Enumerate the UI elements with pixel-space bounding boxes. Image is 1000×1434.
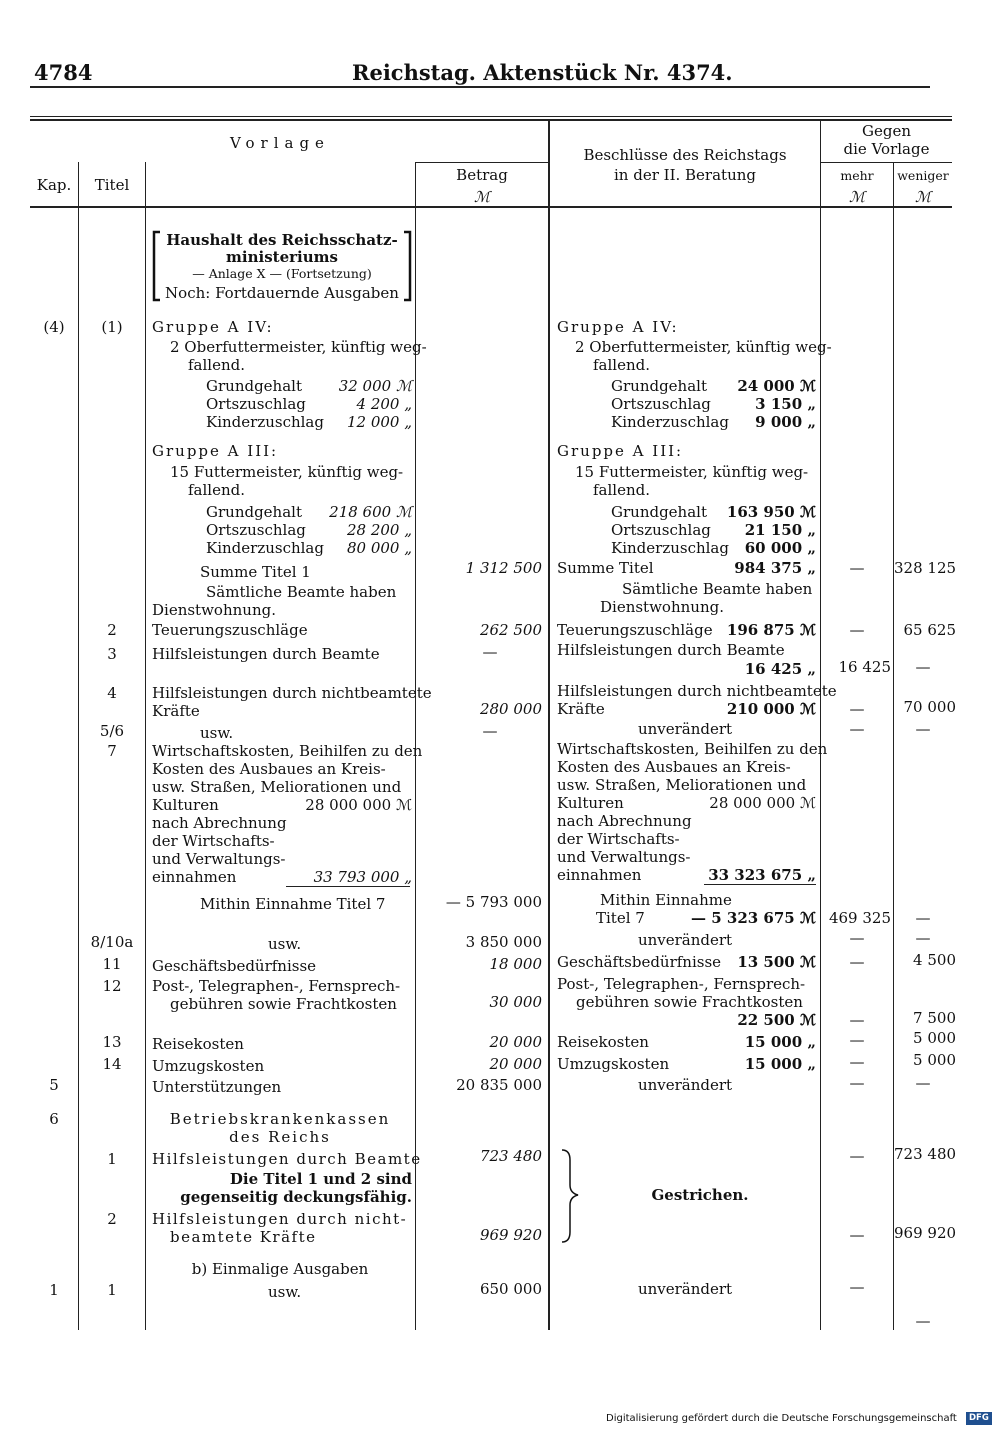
mehr-kap6-titel1: —	[849, 1147, 865, 1165]
beschluss-einnahmen-value: 33 323 675 „	[708, 866, 816, 884]
table-top-rule	[30, 116, 952, 117]
vorlage-betriebs-1: Betriebskrankenkassen	[169, 1110, 391, 1128]
vorlage-grundgehalt-1: Grundgehalt	[206, 377, 302, 395]
beschluss-titel12-value: 22 500 ℳ	[737, 1011, 816, 1029]
section-title-1: Haushalt des Reichsschatz-	[166, 231, 398, 249]
weniger-titel2: 65 625	[903, 621, 956, 639]
titel-2: 2	[107, 621, 117, 639]
beschluss-titel2-value: 196 875 ℳ	[726, 621, 816, 639]
gegen-header-1: Gegen	[862, 122, 911, 140]
vorlage-wk-2: Kosten des Ausbaues an Kreis-	[152, 760, 386, 778]
betrag-kap6-titel1: 723 480	[479, 1147, 542, 1165]
beschluss-wk-2: Kosten des Ausbaues an Kreis-	[557, 758, 791, 776]
titel-header: Titel	[94, 176, 130, 194]
weniger-titel1: 328 125	[894, 559, 957, 577]
beschluss-wk-8: einnahmen	[557, 866, 642, 884]
beschluss-gg2-value: 163 950 ℳ	[726, 503, 816, 521]
beschluss-reise: Reisekosten	[557, 1033, 649, 1051]
beschluesse-header-2: in der II. Beratung	[614, 166, 756, 184]
weniger-einmalig-1: —	[915, 1312, 931, 1330]
vorlage-wk-4: Kulturen	[152, 796, 219, 814]
betrag-titel12: 30 000	[489, 993, 542, 1011]
titel-13: 13	[102, 1033, 122, 1051]
weniger-titel8-10a: —	[915, 929, 931, 947]
beschluesse-header-1: Beschlüsse des Reichstags	[583, 146, 787, 164]
vorlage-geschaeft: Geschäftsbedürfnisse	[152, 957, 317, 975]
vorlage-hilfs-beamte: Hilfsleistungen durch Beamte	[152, 645, 380, 663]
beschluss-geschaeft: Geschäftsbedürfnisse	[557, 953, 722, 971]
vorlage-wk-1: Wirtschaftskosten, Beihilfen zu den	[152, 742, 423, 760]
beschluss-kz1-value: 9 000 „	[755, 413, 816, 431]
vorlage-gg2-value: 218 600 ℳ	[329, 503, 412, 521]
vorlage-usw-8-10a: usw.	[268, 935, 302, 953]
titel-1: (1)	[101, 318, 123, 336]
weniger-titel11: 4 500	[913, 951, 956, 969]
einmalig-titel-1: 1	[107, 1281, 117, 1299]
vorlage-mithin: Mithin Einnahme Titel 7	[200, 895, 386, 913]
vorlage-kinderzuschlag-1: Kinderzuschlag	[206, 413, 324, 431]
betrag-titel8-10a: 3 850 000	[465, 933, 542, 951]
vorlage-teuerung: Teuerungszuschläge	[152, 621, 308, 639]
mehr-kap6-titel2: —	[849, 1226, 865, 1244]
gegen-header-rule	[820, 162, 952, 163]
weniger-kap6-titel1: 723 480	[894, 1145, 957, 1163]
weniger-titel4: 70 000	[903, 698, 956, 716]
mehr-titel3: 16 425	[838, 658, 891, 676]
page-title: Reichstag. Aktenstück Nr. 4374.	[352, 60, 733, 85]
beschluss-gg1-value: 24 000 ℳ	[737, 377, 816, 395]
vorlage-header: Vorlage	[230, 134, 330, 152]
vorlage-k6-hilfs-nb-2: beamtete Kräfte	[170, 1228, 317, 1246]
betrag-titel5-6: —	[482, 722, 498, 740]
betrag-titel4: 280 000	[479, 700, 542, 718]
gegen-header-2: die Vorlage	[843, 140, 930, 158]
mehr-titel5-6: —	[849, 720, 865, 738]
vorlage-grundgehalt-2: Grundgehalt	[206, 503, 302, 521]
vorlage-unterst: Unterstützungen	[152, 1078, 282, 1096]
vorlage-ober-1: 2 Oberfuttermeister, künftig weg-	[170, 338, 427, 356]
beschluss-titel7-value: — 5 323 675 ℳ	[691, 909, 816, 927]
vorlage-wk-6: der Wirtschafts-	[152, 832, 275, 850]
beschluss-dienst-1: Sämtliche Beamte haben	[622, 580, 813, 598]
mehr-titel1: —	[849, 559, 865, 577]
vorlage-futter-2: fallend.	[188, 481, 245, 499]
vorlage-deckung-1: Die Titel 1 und 2 sind	[229, 1170, 412, 1188]
beschluss-wk-4-value: 28 000 000 ℳ	[709, 794, 816, 812]
vorlage-hilfs-nb-1: Hilfsleistungen durch nichtbeamtete	[152, 684, 432, 702]
section-title-2: ministeriums	[226, 248, 338, 266]
vorlage-usw-5-6: usw.	[200, 724, 234, 742]
mehr-titel8-10a: —	[849, 929, 865, 947]
vorlage-wk-5: nach Abrechnung	[152, 814, 287, 832]
beschluss-mithin-2: Titel 7	[596, 909, 645, 927]
weniger-header: weniger	[897, 168, 949, 183]
mehr-header: mehr	[840, 168, 874, 183]
beschluss-post-2: gebühren sowie Frachtkosten	[576, 993, 803, 1011]
vorlage-usw-einmalig: usw.	[268, 1283, 302, 1301]
vorlage-wk-8: einnahmen	[152, 868, 237, 886]
beschluss-wk-7: und Verwaltungs-	[557, 848, 691, 866]
betrag-titel11: 18 000	[489, 955, 542, 973]
vorlage-k6-hilfs-beamte: Hilfsleistungen durch Beamte	[152, 1150, 422, 1168]
weniger-kap5: —	[915, 1074, 931, 1092]
titel-3: 3	[107, 645, 117, 663]
vorlage-einnahmen-value: 33 793 000 „	[313, 868, 412, 886]
mehr-titel13: —	[849, 1031, 865, 1049]
beschluss-titel4-value: 210 000 ℳ	[726, 700, 816, 718]
vorlage-reise: Reisekosten	[152, 1035, 244, 1053]
vorlage-einmalige: b) Einmalige Ausgaben	[191, 1260, 369, 1278]
vorlage-futter-1: 15 Futtermeister, künftig weg-	[170, 463, 404, 481]
mehr-titel14: —	[849, 1053, 865, 1071]
beschluss-titel8-10a: unverändert	[637, 931, 733, 949]
beschluss-umzug: Umzugskosten	[557, 1055, 670, 1073]
weniger-unit: ℳ	[914, 188, 932, 206]
titel-12: 12	[102, 977, 122, 995]
betrag-titel2: 262 500	[479, 621, 542, 639]
betrag-header: Betrag	[456, 166, 508, 184]
betrag-titel3: —	[482, 643, 498, 661]
vorlage-oz2-value: 28 200 „	[346, 521, 412, 539]
vorlage-gruppe-a3: Gruppe A III:	[152, 442, 279, 460]
beschluss-ortszuschlag-2: Ortszuschlag	[611, 521, 711, 539]
beschluss-gestrichen: Gestrichen.	[651, 1186, 749, 1204]
vorlage-kz2-value: 80 000 „	[346, 539, 412, 557]
page-number: 4784	[34, 60, 93, 85]
beschluss-hilfs-nb-2: Kräfte	[557, 700, 605, 718]
kap6-titel-2: 2	[107, 1210, 117, 1228]
beschluss-post-1: Post-, Telegraphen-, Fernsprech-	[557, 975, 806, 993]
vorlage-umzug: Umzugskosten	[152, 1057, 265, 1075]
table-top-rule-2	[30, 119, 952, 121]
weniger-titel12: 7 500	[913, 1009, 956, 1027]
weniger-titel5-6: —	[915, 720, 931, 738]
vorlage-oz1-value: 4 200 „	[356, 395, 412, 413]
mehr-titel12: —	[849, 1011, 865, 1029]
beschluss-grundgehalt-2: Grundgehalt	[611, 503, 707, 521]
beschluss-wk-3: usw. Straßen, Meliorationen und	[557, 776, 807, 794]
vorlage-summe-titel1: Summe Titel 1	[200, 563, 311, 581]
betrag-kap5: 20 835 000	[456, 1076, 542, 1094]
kap6-titel-1: 1	[107, 1150, 117, 1168]
beschluss-ortszuschlag-1: Ortszuschlag	[611, 395, 711, 413]
beschluss-titel5-6: unverändert	[637, 720, 733, 738]
mehr-titel2: —	[849, 621, 865, 639]
vorlage-post-1: Post-, Telegraphen-, Fernsprech-	[152, 977, 401, 995]
vorlage-dienst-2: Dienstwohnung.	[152, 601, 276, 619]
mehr-einmalig-1: —	[849, 1278, 865, 1296]
vorlage-kz1-value: 12 000 „	[346, 413, 412, 431]
vorlage-ortszuschlag-2: Ortszuschlag	[206, 521, 306, 539]
weniger-titel7: —	[915, 909, 931, 927]
titel-column-rule	[145, 162, 146, 1330]
beschluss-teuerung: Teuerungszuschläge	[557, 621, 713, 639]
dfg-logo-icon: DFG	[966, 1412, 992, 1425]
beschluss-kz2-value: 60 000 „	[744, 539, 816, 557]
betrag-header-rule	[415, 162, 548, 163]
betrag-titel1: 1 312 500	[465, 559, 542, 577]
section-subtitle: — Anlage X — (Fortsetzung)	[192, 266, 372, 281]
beschluss-grundgehalt-1: Grundgehalt	[611, 377, 707, 395]
mehr-titel11: —	[849, 953, 865, 971]
beschluss-futter-2: fallend.	[593, 481, 650, 499]
kap-6: 6	[49, 1110, 59, 1128]
titel-4: 4	[107, 684, 117, 702]
beschluss-einmalig-1: unverändert	[637, 1280, 733, 1298]
betrag-titel14: 20 000	[489, 1055, 542, 1073]
vorlage-kinderzuschlag-2: Kinderzuschlag	[206, 539, 324, 557]
beschluss-titel3-value: 16 425 „	[744, 660, 816, 678]
betrag-einmalig-1: 650 000	[479, 1280, 542, 1298]
vorlage-post-2: gebühren sowie Frachtkosten	[170, 995, 397, 1013]
titel-14: 14	[102, 1055, 122, 1073]
weniger-titel13: 5 000	[913, 1029, 956, 1047]
titel-8-10a: 8/10a	[90, 933, 134, 951]
vorlage-einnahmen-underline	[286, 886, 410, 887]
beschluss-kap5: unverändert	[637, 1076, 733, 1094]
mehr-titel4: —	[849, 700, 865, 718]
vorlage-wk-7: und Verwaltungs-	[152, 850, 286, 868]
vorlage-ortszuschlag-1: Ortszuschlag	[206, 395, 306, 413]
beschluss-oz1-value: 3 150 „	[755, 395, 816, 413]
vorlage-gg1-value: 32 000 ℳ	[338, 377, 412, 395]
header-bottom-rule	[30, 206, 952, 208]
beschluss-ober-1: 2 Oberfuttermeister, künftig weg-	[575, 338, 832, 356]
footer-text: Digitalisierung gefördert durch die Deutsche Forschungsgemeinschaft	[606, 1413, 957, 1424]
titel-5-6: 5/6	[99, 722, 125, 740]
vorlage-ober-2: fallend.	[188, 356, 245, 374]
kap-5: 5	[49, 1076, 59, 1094]
beschluss-titel1-value: 984 375 „	[734, 559, 816, 577]
mehr-kap5: —	[849, 1074, 865, 1092]
beschluss-titel11-value: 13 500 ℳ	[737, 953, 816, 971]
beschluss-oz2-value: 21 150 „	[744, 521, 816, 539]
beschluss-mithin-1: Mithin Einnahme	[600, 891, 732, 909]
vorlage-dienst-1: Sämtliche Beamte haben	[206, 583, 397, 601]
titel-7: 7	[107, 742, 117, 760]
beschluss-einnahmen-underline	[704, 884, 816, 885]
vorlage-k6-hilfs-nb-1: Hilfsleistungen durch nicht-	[152, 1210, 408, 1228]
vorlage-hilfs-nb-2: Kräfte	[152, 702, 200, 720]
beschluss-titel13-value: 15 000 „	[744, 1033, 816, 1051]
kap-4: (4)	[43, 318, 65, 336]
header-rule	[30, 86, 930, 88]
beschluss-ober-2: fallend.	[593, 356, 650, 374]
weniger-titel14: 5 000	[913, 1051, 956, 1069]
vorlage-wk-4-value: 28 000 000 ℳ	[305, 796, 412, 814]
beschluss-kinderzuschlag-2: Kinderzuschlag	[611, 539, 729, 557]
titel-11: 11	[102, 955, 122, 973]
betrag-titel13: 20 000	[489, 1033, 542, 1051]
beschluss-titel14-value: 15 000 „	[744, 1055, 816, 1073]
kap-header: Kap.	[36, 176, 72, 194]
beschluss-kinderzuschlag-1: Kinderzuschlag	[611, 413, 729, 431]
mehr-titel7: 469 325	[828, 909, 891, 927]
beschluss-wk-6: der Wirtschafts-	[557, 830, 680, 848]
beschluss-dienst-2: Dienstwohnung.	[600, 598, 724, 616]
betrag-titel7: — 5 793 000	[445, 893, 542, 911]
vorlage-deckung-2: gegenseitig deckungsfähig.	[180, 1188, 412, 1206]
betrag-unit: ℳ	[473, 188, 491, 206]
vorlage-betriebs-2: des Reichs	[229, 1128, 331, 1146]
betrag-kap6-titel2: 969 920	[479, 1226, 542, 1244]
beschluss-wk-4: Kulturen	[557, 794, 624, 812]
section-noch: Noch: Fortdauernde Ausgaben	[165, 284, 399, 302]
weniger-titel3: —	[915, 658, 931, 676]
beschluss-gruppe-a3: Gruppe A III:	[557, 442, 684, 460]
weniger-kap6-titel2: 969 920	[894, 1224, 957, 1242]
beschluss-hilfs-nb-1: Hilfsleistungen durch nichtbeamtete	[557, 682, 837, 700]
beschluss-wk-5: nach Abrechnung	[557, 812, 692, 830]
kap-1: 1	[49, 1281, 59, 1299]
vorlage-wk-3: usw. Straßen, Meliorationen und	[152, 778, 402, 796]
beschluss-summe-titel: Summe Titel	[557, 559, 654, 577]
beschluss-gruppe-a4: Gruppe A IV:	[557, 318, 679, 336]
mehr-unit: ℳ	[848, 188, 866, 206]
vorlage-gruppe-a4: Gruppe A IV:	[152, 318, 274, 336]
beschluss-wk-1: Wirtschaftskosten, Beihilfen zu den	[557, 740, 828, 758]
beschluss-hilfs-beamte: Hilfsleistungen durch Beamte	[557, 641, 785, 659]
beschluss-futter-1: 15 Futtermeister, künftig weg-	[575, 463, 809, 481]
